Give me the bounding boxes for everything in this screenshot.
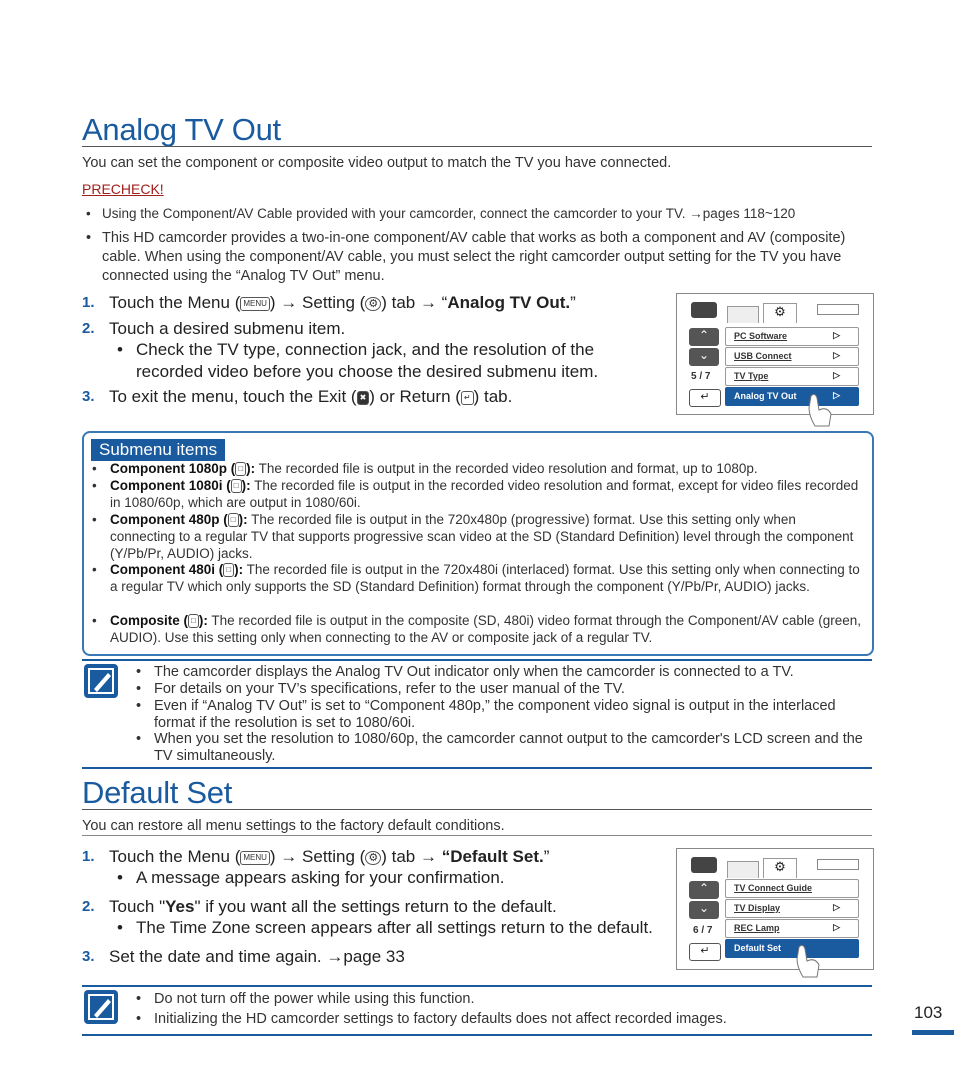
menu-item-label: USB Connect: [734, 351, 792, 361]
gear-icon: ⚙: [365, 851, 381, 865]
item-text: The recorded file is output in the 720x480p (progressive) format. Use this setting only when connecting to a regular TV that supports progressive scan video at the SD (Standard Definition) level through the component (Y/Pb/Pr, AUDIO) jacks.: [110, 512, 854, 561]
step-bold: Analog TV Out.: [447, 293, 571, 312]
component-480p-icon: □: [228, 513, 239, 527]
step-number: 2.: [82, 320, 95, 337]
step-text: ) tab.: [473, 387, 513, 406]
gear-icon: ⚙: [365, 297, 381, 311]
step-text: " if you want all the settings return to the default.: [194, 897, 557, 916]
menu-icon: MENU: [240, 851, 270, 865]
step-text: ”: [570, 293, 576, 312]
camcorder-screen-default: [676, 848, 874, 970]
menu-item-tv-display[interactable]: [725, 899, 859, 918]
step-text: ) → Setting (: [269, 293, 366, 312]
note2-item-1: [136, 991, 871, 1008]
step-number: 3.: [82, 948, 95, 965]
sub-text: A message appears asking for your confirmation.: [136, 868, 505, 887]
note-text: When you set the resolution to 1080/60p, the camcorder cannot output to the camcorder's LCD screen and the TV simultaneously.: [154, 731, 863, 764]
item-label: ):: [198, 613, 208, 628]
default-step-1: [82, 846, 682, 867]
bullet-dot: •: [117, 918, 123, 937]
menu-item-label: PC Software: [734, 331, 788, 341]
default-step-2: [82, 896, 682, 917]
analog-step-3: [82, 386, 682, 407]
exit-icon: ✖: [357, 391, 370, 405]
item-label: Component 480i (: [110, 562, 224, 577]
analog-intro: You can set the component or composite video output to match the TV you have connected.: [82, 155, 672, 171]
menu-item-label: TV Connect Guide: [734, 883, 813, 893]
menu-item-analog-tv-out[interactable]: [725, 387, 859, 406]
note1-item-3: [136, 698, 871, 732]
menu-item-label: TV Display: [734, 903, 781, 913]
item-label: ):: [241, 478, 251, 493]
bullet-dot: •: [92, 478, 97, 493]
default-step-1-sub: [109, 867, 654, 889]
menu-item-default-set[interactable]: [725, 939, 859, 958]
bullet-dot: •: [117, 340, 123, 359]
step-text: ”: [543, 847, 550, 866]
bullet-dot: •: [136, 1011, 142, 1027]
bullet-dot: •: [136, 664, 142, 680]
step-bold: Yes: [165, 897, 195, 916]
step-number: 3.: [82, 388, 95, 405]
arrow-icon: ▷: [833, 330, 840, 340]
note1-item-1: [136, 664, 871, 681]
item-label: ):: [234, 562, 244, 577]
step-bold: “Default Set.: [441, 847, 544, 866]
bullet-dot: •: [117, 868, 123, 887]
back-button[interactable]: ↵: [689, 389, 721, 407]
tab-display-icon[interactable]: [727, 306, 759, 323]
step-text: Touch a desired submenu item.: [109, 319, 346, 338]
analog-step-2-sub: [109, 339, 654, 383]
menu-item-label: TV Type: [734, 371, 769, 381]
return-icon: ↵: [461, 391, 474, 405]
bullet-dot: •: [92, 461, 97, 476]
component-1080p-icon: □: [235, 462, 246, 476]
item-label: Component 1080p (: [110, 461, 236, 476]
item-label: Composite (: [110, 613, 189, 628]
item-text: The recorded file is output in the 720x480i (interlaced) format. Use this setting only when connecting to a regular TV which only supports the SD (Standard Definition) format through the component (Y/Pb/Pr, AUDIO) jacks.: [110, 562, 860, 594]
bullet-text: This HD camcorder provides a two-in-one component/AV cable that works as both a component and AV (composite) cable. When using the component/AV cable, you must select the right camcorder output setting for the TV you have connected using the “Analog TV Out” menu.: [102, 230, 846, 284]
submenu-title: Submenu items: [91, 439, 225, 461]
bullet-dot: •: [136, 731, 142, 747]
note2-item-2: [136, 1011, 871, 1028]
up-button[interactable]: ⌃: [689, 328, 719, 346]
note-text: Even if “Analog TV Out” is set to “Component 480p,” the component video signal is output in the interlaced format if the resolution is set to 1080/60i.: [154, 698, 836, 731]
item-text: The recorded file is output in the recorded video resolution and format, except for video files recorded in 1080/60p, which are output in 1080/60i.: [110, 478, 859, 510]
note-text: For details on your TV’s specifications, refer to the user manual of the TV.: [154, 681, 625, 697]
note-icon: [84, 664, 118, 698]
title-rule: [82, 146, 872, 147]
menu-item-label: REC Lamp: [734, 923, 780, 933]
menu-item-usb-connect[interactable]: [725, 347, 859, 366]
default-intro: You can restore all menu settings to the factory default conditions.: [82, 818, 505, 834]
step-number: 1.: [82, 848, 95, 865]
section-title-analog: Analog TV Out: [82, 112, 281, 147]
menu-item-rec-lamp[interactable]: [725, 919, 859, 938]
arrow-icon: ▷: [833, 390, 840, 400]
precheck-label: PRECHECK!: [82, 181, 164, 197]
item-text: The recorded file is output in the composite (SD, 480i) video format through the Component/AV cable (green, AUDIO). Use this setting only when connecting to the AV or composite jack of a regular TV.: [110, 613, 861, 645]
note-bottom-rule: [82, 1034, 872, 1036]
note-icon: [84, 990, 118, 1024]
bullet-dot: •: [136, 698, 142, 714]
composite-icon: □: [188, 614, 199, 628]
section-title-default: Default Set: [82, 775, 233, 810]
tab-display-icon[interactable]: [727, 861, 759, 878]
arrow-icon: ▷: [833, 922, 840, 932]
page-number-bar: [912, 1030, 954, 1035]
camera-mode-icon: [691, 857, 717, 873]
bullet-dot: •: [86, 206, 91, 221]
sub-text: The Time Zone screen appears after all settings return to the default.: [136, 918, 653, 937]
status-icons: [817, 859, 859, 870]
note-pen-icon: [84, 990, 118, 1024]
down-button[interactable]: ⌄: [689, 901, 719, 919]
component-480i-icon: □: [223, 563, 234, 577]
title-rule: [82, 809, 872, 810]
note-bottom-rule: [82, 767, 872, 769]
note-top-rule: [82, 985, 872, 987]
precheck-bullet-2: [86, 229, 866, 286]
bullet-text: Using the Component/AV Cable provided with your camcorder, connect the camcorder to your TV. →pages 118~120: [102, 206, 796, 221]
default-step-2-sub: [109, 917, 669, 939]
step-text: Touch the Menu (: [109, 293, 241, 312]
default-step-3: [82, 946, 682, 967]
page-counter: 5 / 7: [691, 371, 711, 382]
submenu-item-1080p: [92, 460, 862, 477]
menu-item-tv-type[interactable]: [725, 367, 859, 386]
page-counter: 6 / 7: [693, 925, 713, 936]
step-number: 1.: [82, 294, 95, 311]
component-1080i-icon: □: [231, 479, 242, 493]
status-icons: [817, 304, 859, 315]
note-text: Initializing the HD camcorder settings to factory defaults does not affect recorded images.: [154, 1011, 727, 1027]
menu-item-label: Analog TV Out: [734, 391, 797, 401]
analog-step-2: [82, 318, 682, 339]
menu-icon: MENU: [240, 297, 270, 311]
item-text: The recorded file is output in the recorded video resolution and format, up to 1080p.: [258, 461, 758, 476]
item-label: ):: [246, 461, 256, 476]
arrow-icon: ▷: [833, 370, 840, 380]
note1-item-2: [136, 681, 871, 698]
arrow-icon: ▷: [833, 350, 840, 360]
step-text: Set the date and time again. →page 33: [109, 947, 405, 966]
step-number: 2.: [82, 898, 95, 915]
note-text: The camcorder displays the Analog TV Out indicator only when the camcorder is connected to a TV.: [154, 664, 794, 680]
camera-mode-icon: [691, 302, 717, 318]
item-label: Component 1080i (: [110, 478, 231, 493]
arrow-icon: ▷: [833, 902, 840, 912]
submenu-item-1080i: [92, 477, 862, 511]
analog-step-1: [82, 292, 682, 313]
intro-rule: [82, 835, 872, 836]
bullet-dot: •: [136, 991, 142, 1007]
item-label: ):: [238, 512, 248, 527]
step-text: ) → Setting (: [269, 847, 366, 866]
item-label: Component 480p (: [110, 512, 228, 527]
bullet-dot: •: [136, 681, 142, 697]
page-number: 103: [914, 1003, 943, 1022]
step-text: Touch the Menu (: [109, 847, 241, 866]
camcorder-screen-analog: [676, 293, 874, 415]
sub-text: Check the TV type, connection jack, and the resolution of the recorded video before you choose the desired submenu item.: [136, 340, 599, 381]
step-text: ) tab → “: [381, 293, 448, 312]
precheck-bullet-1: [86, 205, 876, 223]
step-text: ) or Return (: [369, 387, 461, 406]
step-text: ) tab →: [381, 847, 442, 866]
bullet-dot: •: [92, 562, 97, 577]
finger-icon: [793, 943, 823, 979]
note-top-rule: [82, 659, 872, 661]
finger-icon: [805, 392, 835, 428]
submenu-item-composite: [92, 612, 862, 646]
note-pen-icon: [84, 664, 118, 698]
note-text: Do not turn off the power while using this function.: [154, 991, 475, 1007]
menu-item-label: Default Set: [734, 943, 782, 953]
note1-item-4: [136, 731, 871, 765]
menu-item-pc-software[interactable]: [725, 327, 859, 346]
tab-setting-icon[interactable]: ⚙: [763, 303, 797, 323]
step-text: To exit the menu, touch the Exit (: [109, 387, 357, 406]
submenu-item-480i: [92, 561, 862, 595]
menu-item-tv-connect-guide[interactable]: [725, 879, 859, 898]
submenu-item-480p: [92, 511, 862, 562]
bullet-dot: •: [92, 613, 97, 628]
step-text: Touch ": [109, 897, 166, 916]
bullet-dot: •: [92, 512, 97, 527]
back-button[interactable]: ↵: [689, 943, 721, 961]
down-button[interactable]: ⌄: [689, 348, 719, 366]
up-button[interactable]: ⌃: [689, 881, 719, 899]
tab-setting-icon[interactable]: ⚙: [763, 858, 797, 878]
bullet-dot: •: [86, 230, 92, 246]
